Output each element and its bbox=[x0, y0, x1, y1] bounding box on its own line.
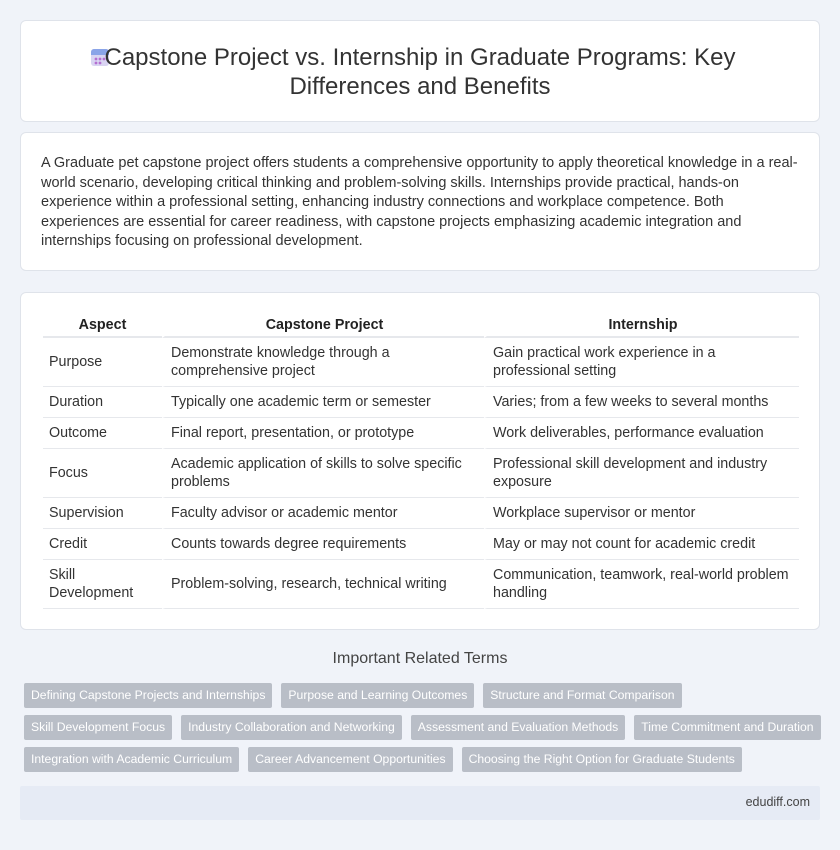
table-cell-aspect: Supervision bbox=[43, 498, 162, 529]
table-header-aspect: Aspect bbox=[43, 315, 162, 338]
related-terms-list bbox=[24, 683, 824, 779]
table-cell-aspect: Duration bbox=[43, 387, 162, 418]
comparison-table-card bbox=[20, 292, 820, 630]
related-term-tag[interactable]: Purpose and Learning Outcomes bbox=[281, 683, 474, 708]
intro-text: A Graduate pet capstone project offers students a comprehensive opportunity to apply theoretical knowledge in a real-world scenario, developing critical thinking and problem-solving skills. Internships provide practical, hands-on experience within a professional setting, enhancing industry connections and workplace competence. Both experiences are essential for career readiness, with capstone projects emphasizing academic integration and internships focusing on professional development. bbox=[41, 155, 798, 249]
related-term-tag[interactable]: Assessment and Evaluation Methods bbox=[411, 715, 626, 740]
table-header-internship: Internship bbox=[484, 315, 799, 338]
footer bbox=[20, 786, 820, 820]
table-row bbox=[43, 498, 799, 529]
table-row bbox=[43, 449, 799, 498]
related-terms-row bbox=[24, 715, 824, 740]
page-title-line2: Differences and Benefits bbox=[289, 73, 551, 100]
comparison-table bbox=[43, 315, 799, 609]
related-term-tag[interactable]: Skill Development Focus bbox=[24, 715, 172, 740]
table-cell-aspect: Outcome bbox=[43, 418, 162, 449]
related-term-tag[interactable]: Defining Capstone Projects and Internships bbox=[24, 683, 272, 708]
table-cell-internship: Varies; from a few weeks to several months bbox=[484, 387, 799, 418]
related-terms-row bbox=[24, 747, 824, 772]
table-cell-capstone: Faculty advisor or academic mentor bbox=[162, 498, 484, 529]
related-terms-row bbox=[24, 683, 824, 708]
table-cell-internship: Communication, teamwork, real-world problem handling bbox=[484, 560, 799, 609]
related-term-tag[interactable]: Industry Collaboration and Networking bbox=[181, 715, 402, 740]
table-row bbox=[43, 418, 799, 449]
table-cell-internship: Work deliverables, performance evaluation bbox=[484, 418, 799, 449]
table-row bbox=[43, 529, 799, 560]
table-cell-internship: Professional skill development and industry exposure bbox=[484, 449, 799, 498]
table-header-row bbox=[43, 315, 799, 338]
page-title-line1: Capstone Project vs. Internship in Graduate Programs: Key bbox=[104, 44, 736, 71]
table-header-capstone: Capstone Project bbox=[162, 315, 484, 338]
table-cell-capstone: Typically one academic term or semester bbox=[162, 387, 484, 418]
table-cell-aspect: Focus bbox=[43, 449, 162, 498]
table-row bbox=[43, 338, 799, 387]
table-cell-aspect: Credit bbox=[43, 529, 162, 560]
table-cell-internship: Workplace supervisor or mentor bbox=[484, 498, 799, 529]
table-cell-capstone: Demonstrate knowledge through a comprehensive project bbox=[162, 338, 484, 387]
header-card bbox=[20, 20, 820, 122]
related-term-tag[interactable]: Integration with Academic Curriculum bbox=[24, 747, 239, 772]
footer-site-link[interactable]: edudiff.com bbox=[745, 795, 810, 809]
table-cell-capstone: Academic application of skills to solve specific problems bbox=[162, 449, 484, 498]
table-cell-capstone: Final report, presentation, or prototype bbox=[162, 418, 484, 449]
related-term-tag[interactable]: Time Commitment and Duration bbox=[634, 715, 820, 740]
related-terms-title: Important Related Terms bbox=[332, 650, 508, 667]
table-cell-internship: Gain practical work experience in a professional setting bbox=[484, 338, 799, 387]
related-term-tag[interactable]: Choosing the Right Option for Graduate Students bbox=[462, 747, 742, 772]
table-row bbox=[43, 387, 799, 418]
table-cell-aspect: Skill Development bbox=[43, 560, 162, 609]
table-cell-aspect: Purpose bbox=[43, 338, 162, 387]
table-row bbox=[43, 560, 799, 609]
table-cell-internship: May or may not count for academic credit bbox=[484, 529, 799, 560]
table-cell-capstone: Problem-solving, research, technical writing bbox=[162, 560, 484, 609]
intro-card bbox=[20, 132, 820, 271]
related-term-tag[interactable]: Career Advancement Opportunities bbox=[248, 747, 452, 772]
table-cell-capstone: Counts towards degree requirements bbox=[162, 529, 484, 560]
page-title bbox=[21, 43, 819, 101]
related-term-tag[interactable]: Structure and Format Comparison bbox=[483, 683, 681, 708]
